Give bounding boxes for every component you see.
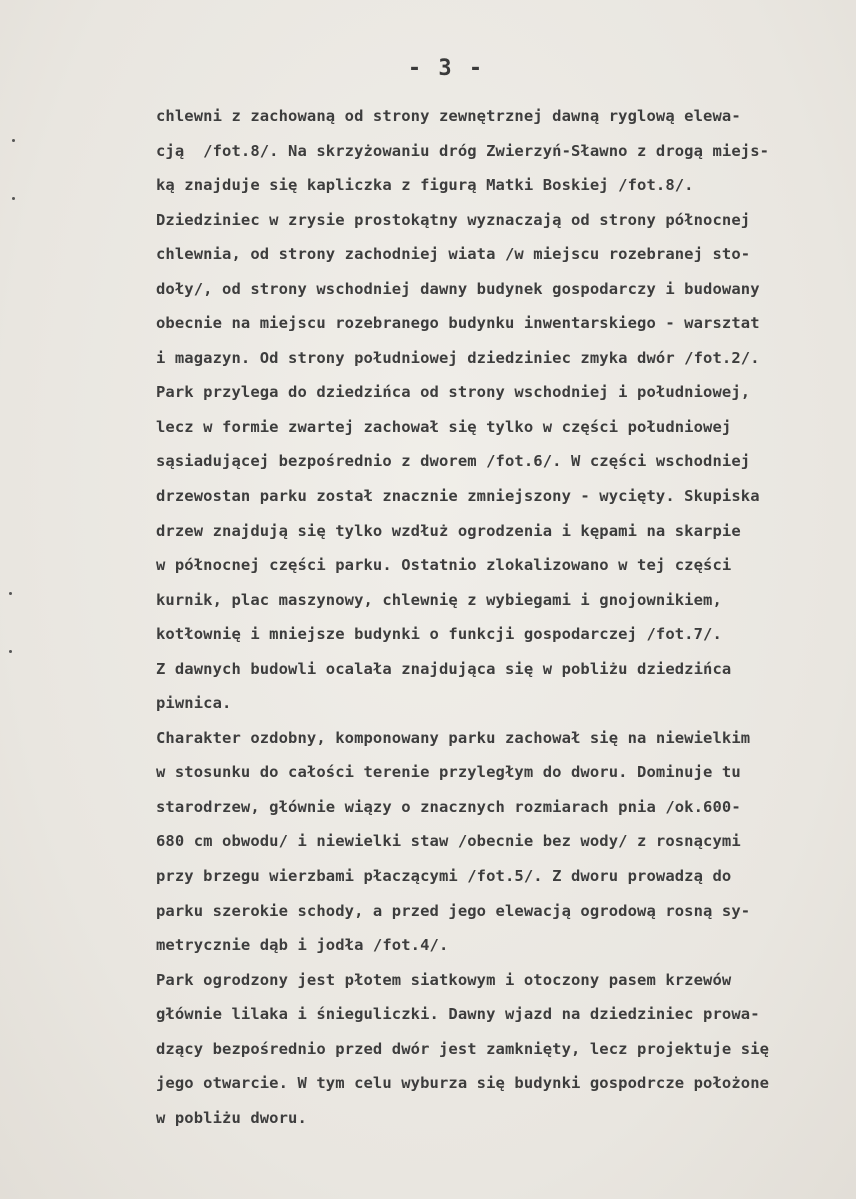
text-line: jego otwarcie. W tym celu wyburza się budynki gospodrcze położone [156, 1074, 770, 1093]
text-line: chlewnia, od strony zachodniej wiata /w miejscu rozebranej sto- [156, 245, 751, 264]
text-line: dzący bezpośrednio przed dwór jest zamknięty, lecz projektuje się [156, 1039, 770, 1058]
text-line: i magazyn. Od strony południowej dziedziniec zmyka dwór /fot.2/. [156, 348, 760, 367]
text-line: parku szerokie schody, a przed jego elewacją ogrodową rosną sy- [156, 901, 751, 920]
text-line: metrycznie dąb i jodła /fot.4/. [156, 936, 449, 955]
text-line: Charakter ozdobny, komponowany parku zachował się na niewielkim [156, 728, 751, 747]
text-line: starodrzew, głównie wiązy o znacznych rozmiarach pnia /ok.600- [156, 797, 741, 816]
text-line: chlewni z zachowaną od strony zewnętrznej dawną ryglową elewa- [156, 107, 741, 125]
text-line: Park ogrodzony jest płotem siatkowym i otoczony pasem krzewów [156, 970, 732, 989]
margin-mark [9, 592, 12, 595]
text-line: 680 cm obwodu/ i niewielki staw /obecnie bez wody/ z rosnącymi [156, 832, 741, 851]
text-line: ką znajduje się kapliczka z figurą Matki Boskiej /fot.8/. [156, 176, 694, 195]
text-line: Park przylega do dziedzińca od strony wschodniej i południowej, [156, 383, 751, 402]
text-line: w północnej części parku. Ostatnio zlokalizowano w tej części [156, 556, 732, 575]
text-line: głównie lilaka i śnieguliczki. Dawny wjazd na dziedziniec prowa- [156, 1005, 760, 1024]
text-line: przy brzegu wierzbami płaczącymi /fot.5/. Z dworu prowadzą do [156, 867, 732, 886]
text-line: drzewostan parku został znacznie zmniejszony - wycięty. Skupiska [156, 487, 760, 506]
typed-text-body [156, 99, 846, 1135]
text-line: w stosunku do całości terenie przyległym do dworu. Dominuje tu [156, 763, 741, 782]
margin-mark [9, 650, 12, 653]
text-line: drzew znajdują się tylko wzdłuż ogrodzenia i kępami na skarpie [156, 521, 741, 540]
text-line: doły/, od strony wschodniej dawny budynek gospodarczy i budowany [156, 279, 760, 298]
text-line: Dziedziniec w zrysie prostokątny wyznaczają od strony północnej [156, 210, 751, 229]
text-line: obecnie na miejscu rozebranego budynku inwentarskiego - warsztat [156, 314, 760, 333]
text-line: piwnica. [156, 694, 232, 713]
text-line: sąsiadującej bezpośrednio z dworem /fot.6/. W części wschodniej [156, 452, 751, 471]
text-line: cją /fot.8/. Na skrzyżowaniu dróg Zwierzyń-Sławno z drogą miejs- [156, 141, 770, 160]
text-line: Z dawnych budowli ocalała znajdująca się w pobliżu dziedzińca [156, 659, 732, 678]
text-line: w pobliżu dworu. [156, 1108, 307, 1127]
margin-mark [12, 197, 15, 200]
text-line: kotłownię i mniejsze budynki o funkcji gospodarczej /fot.7/. [156, 625, 722, 644]
text-line: kurnik, plac maszynowy, chlewnię z wybiegami i gnojownikiem, [156, 590, 722, 609]
page-number: - 3 - [407, 56, 485, 81]
margin-mark [12, 139, 15, 142]
text-line: lecz w formie zwartej zachował się tylko w części południowej [156, 417, 732, 436]
